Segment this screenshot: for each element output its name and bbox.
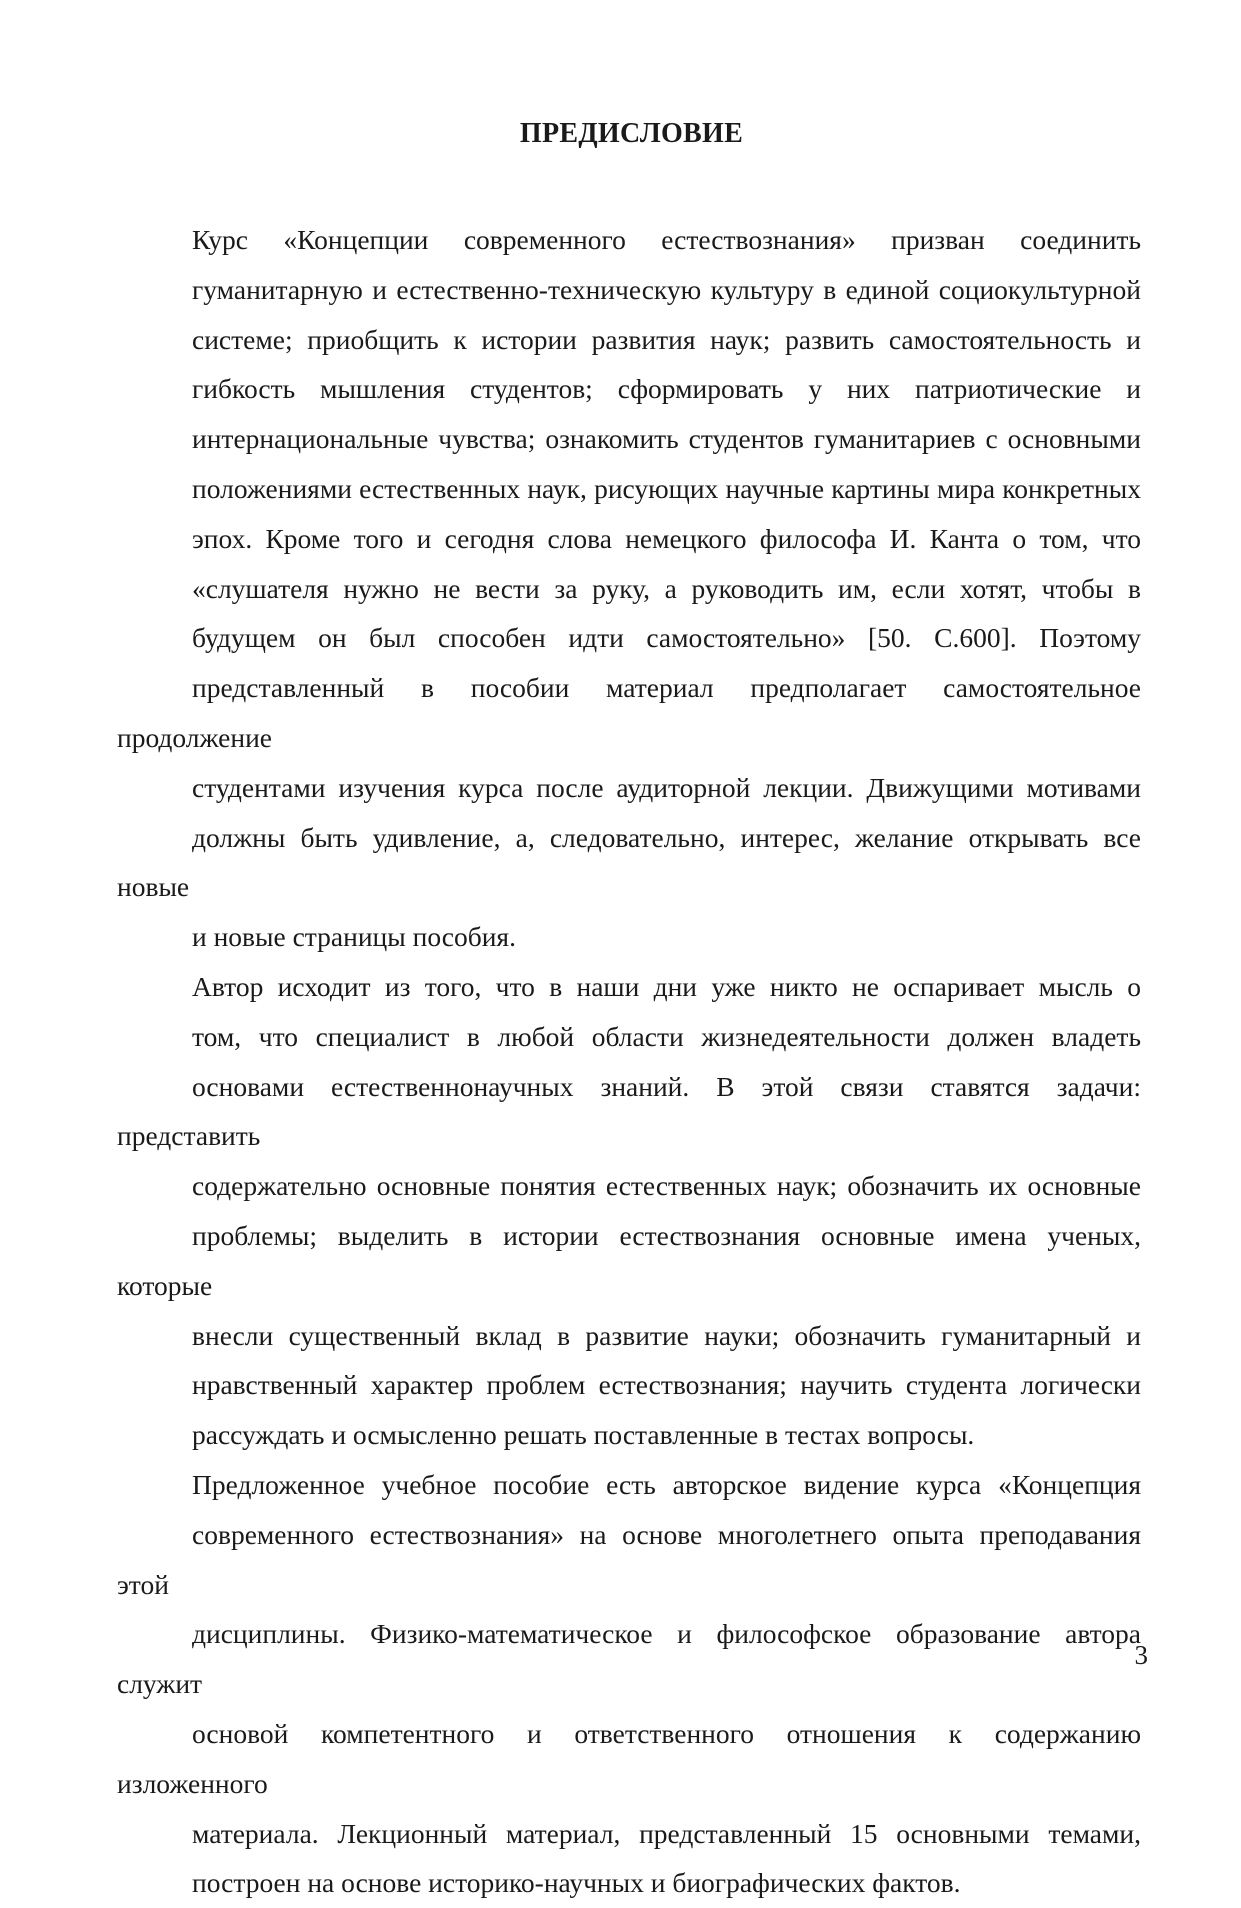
text-line: внесли существенный вклад в развитие науки; обозначить гуманитарный и — [192, 1319, 1141, 1351]
paragraph-3 — [117, 1460, 1141, 1908]
text-line: том, что специалист в любой области жизнедеятельности должен владеть — [192, 1020, 1141, 1052]
text-line: нравственный характер проблем естествознания; научить студента логически — [192, 1369, 1141, 1401]
text-line: системе; приобщить к истории развития наук; развить самостоятельность и — [192, 323, 1141, 355]
text-line: эпох. Кроме того и сегодня слова немецкого философа И. Канта о том, что — [192, 522, 1141, 554]
text-line: гуманитарную и естественно-техническую культуру в единой социокультурной — [192, 273, 1141, 305]
text-line: будущем он был способен идти самостоятельно» [50. С.600]. Поэтому — [192, 622, 1141, 654]
text-line: интернациональные чувства; ознакомить студентов гуманитариев с основными — [192, 423, 1141, 455]
text-line: содержательно основные понятия естественных наук; обозначить их основные — [192, 1170, 1141, 1202]
text-line: дисциплины. Физико-математическое и философское образование автора служит — [117, 1618, 1141, 1700]
paragraph-1 — [117, 215, 1141, 962]
page-number: 3 — [1134, 1640, 1148, 1670]
text-line: построен на основе историко-научных и биографических фактов. — [192, 1867, 961, 1899]
text-line: Автор исходит из того, что в наши дни уже никто не оспаривает мысль о — [192, 970, 1141, 1002]
text-line: «слушателя нужно не вести за руку, а руководить им, если хотят, чтобы в — [192, 572, 1141, 604]
text-line: проблемы; выделить в истории естествознания основные имена ученых, которые — [117, 1219, 1141, 1301]
text-line: основой компетентного и ответственного отношения к содержанию изложенного — [117, 1717, 1141, 1799]
page-title: ПРЕДИСЛОВИЕ — [519, 118, 744, 149]
text-line: Курс «Концепции современного естествознания» призван соединить — [192, 224, 1141, 255]
text-line: основами естественнонаучных знаний. В этой связи ставятся задачи: представить — [117, 1070, 1141, 1152]
text-line: материала. Лекционный материал, представленный 15 основными темами, — [192, 1817, 1141, 1849]
text-line: положениями естественных наук, рисующих научные картины мира конкретных — [192, 472, 1141, 504]
text-line: студентами изучения курса после аудиторной лекции. Движущими мотивами — [192, 771, 1141, 803]
text-line: рассуждать и осмысленно решать поставленные в тестах вопросы. — [192, 1419, 975, 1451]
text-line: гибкость мышления студентов; сформировать у них патриотические и — [192, 373, 1141, 405]
text-line: Предложенное учебное пособие есть авторское видение курса «Концепция — [192, 1468, 1141, 1500]
body-text — [117, 215, 1141, 1908]
text-line: современного естествознания» на основе многолетнего опыта преподавания этой — [117, 1518, 1141, 1600]
text-line: и новые страницы пособия. — [192, 921, 516, 953]
text-line: представленный в пособии материал предполагает самостоятельное продолжение — [117, 672, 1141, 753]
text-line: должны быть удивление, а, следовательно, интерес, желание открывать все новые — [117, 821, 1141, 903]
paragraph-2 — [117, 962, 1141, 1460]
